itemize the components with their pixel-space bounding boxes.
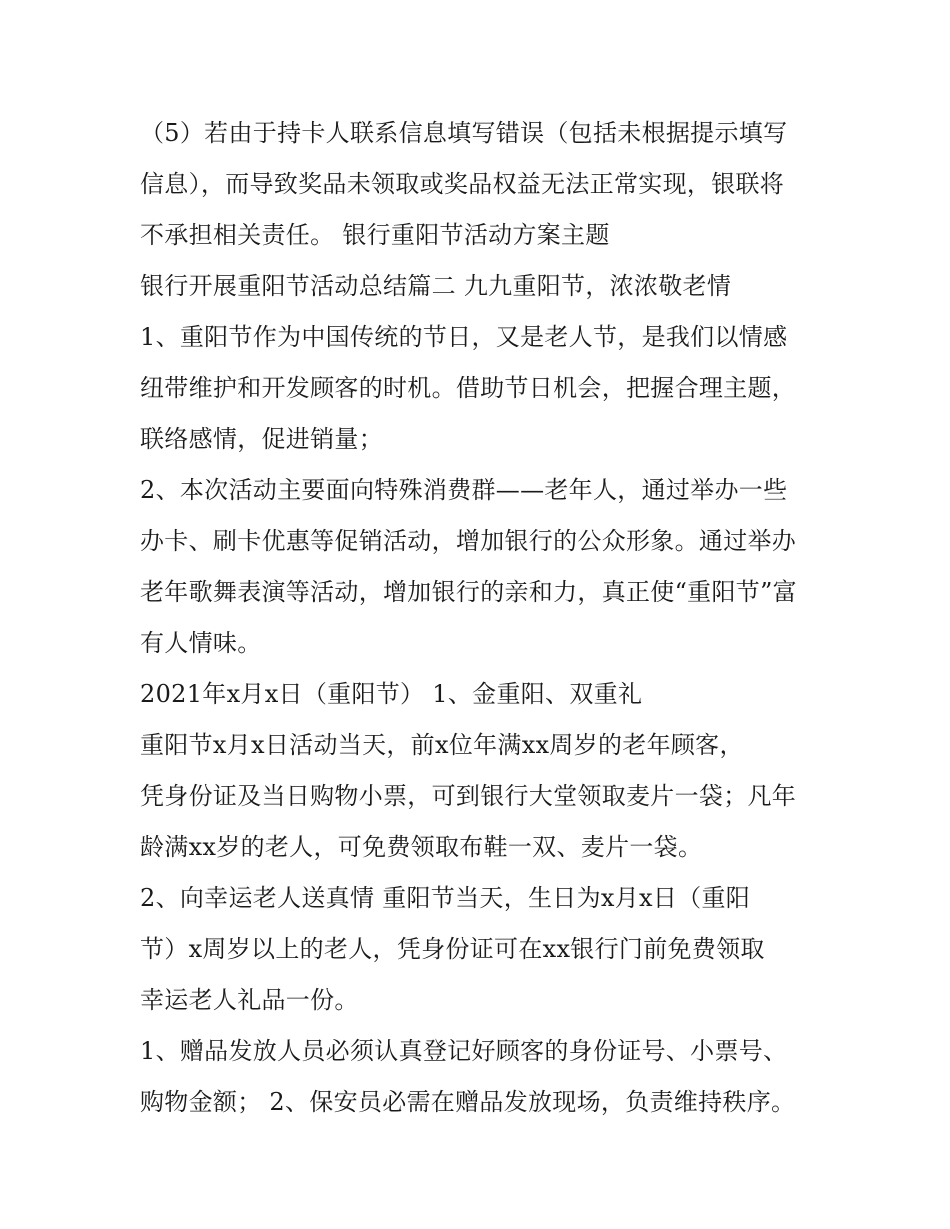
text-line: 节）x周岁以上的老人，凭身份证可在xx银行门前免费领取 <box>140 935 765 963</box>
text-line: 银行开展重阳节活动总结篇二 九九重阳节，浓浓敬老情 <box>140 272 732 300</box>
text-line: 办卡、刷卡优惠等促销活动，增加银行的公众形象。通过举办 <box>140 527 797 555</box>
text-line: 凭身份证及当日购物小票，可到银行大堂领取麦片一袋；凡年 <box>140 782 797 810</box>
text-line: 龄满xx岁的老人，可免费领取布鞋一双、麦片一袋。 <box>140 833 703 861</box>
text-line: 不承担相关责任。 银行重阳节活动方案主题 <box>140 221 610 249</box>
text-line: 2、向幸运老人送真情 重阳节当天，生日为x月x日（重阳 <box>140 884 751 912</box>
text-line: 重阳节x月x日活动当天，前x位年满xx周岁的老年顾客， <box>140 731 744 759</box>
text-line: 联络感情，促进销量； <box>140 425 383 453</box>
text-line: 信息），而导致奖品未领取或奖品权益无法正常实现，银联将 <box>140 170 785 198</box>
document-body <box>140 108 830 1128</box>
text-line: 2021年x月x日（重阳节） 1、金重阳、双重礼 <box>140 680 643 708</box>
text-line: 纽带维护和开发顾客的时机。借助节日机会，把握合理主题， <box>140 374 797 402</box>
text-line: 有人情味。 <box>140 629 262 657</box>
text-line: 老年歌舞表演等活动，增加银行的亲和力，真正使“重阳节”富 <box>140 578 797 606</box>
text-line: 购物金额； 2、保安员必需在赠品发放现场，负责维持秩序。 <box>140 1088 796 1116</box>
text-line: 1、重阳节作为中国传统的节日，又是老人节，是我们以情感 <box>140 323 788 351</box>
text-line: 幸运老人礼品一份。 <box>140 986 359 1014</box>
text-line: 1、赠品发放人员必须认真登记好顾客的身份证号、小票号、 <box>140 1037 788 1065</box>
text-line: 2、本次活动主要面向特殊消费群——老年人，通过举办一些 <box>140 476 788 504</box>
text-line: （5）若由于持卡人联系信息填写错误（包括未根据提示填写 <box>140 119 788 147</box>
